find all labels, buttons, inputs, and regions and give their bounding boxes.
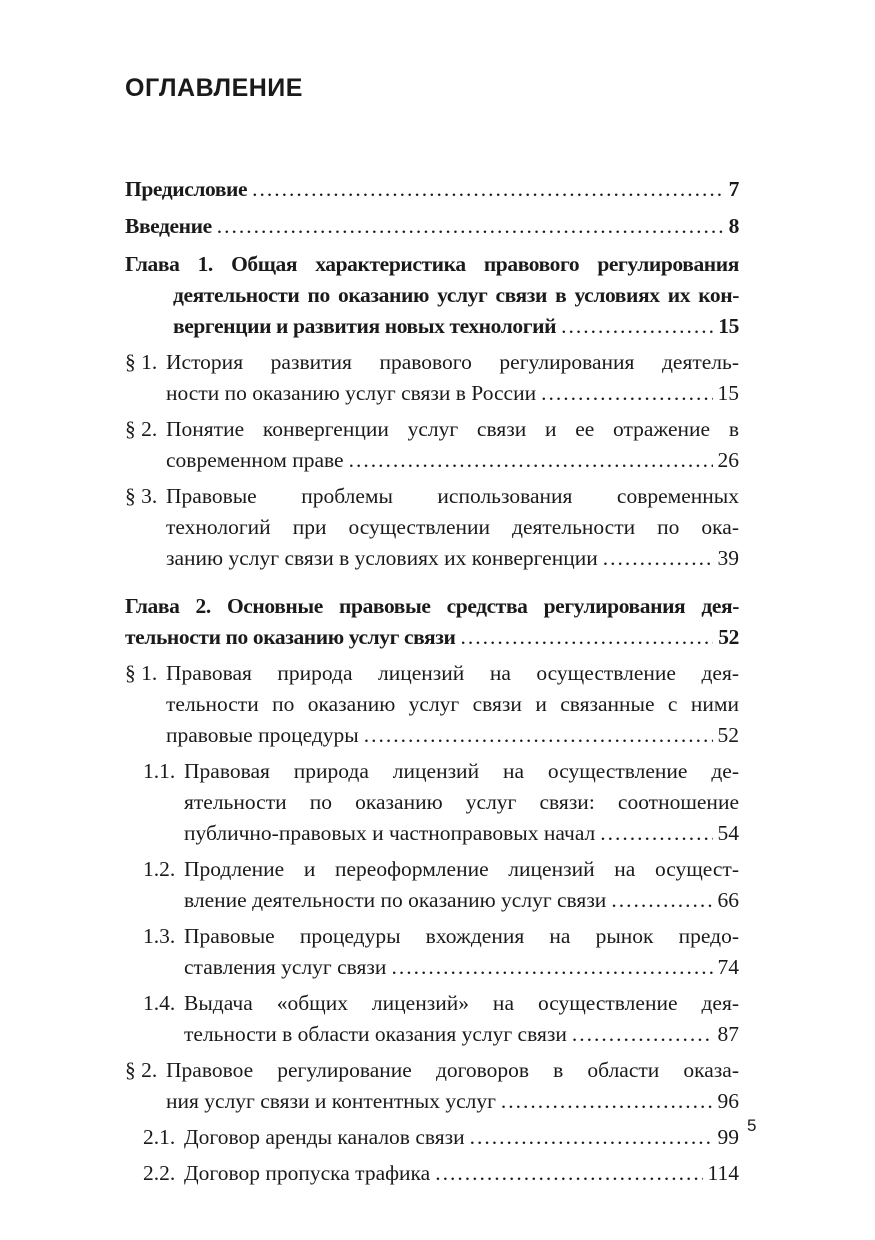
dot-leader	[349, 445, 713, 476]
toc-page-number: 99	[717, 1125, 739, 1149]
toc-entry-ch2-subsection-1-1[interactable]	[125, 756, 739, 849]
toc-entry-title-line: современном праве	[166, 448, 344, 472]
section-number: § 1.	[125, 350, 158, 374]
dot-leader	[252, 174, 723, 205]
toc-entry-title-line: деятельности по оказанию услуг связи в условиях их кон-	[173, 283, 739, 307]
dot-leader	[561, 311, 713, 342]
toc-page-number: 15	[717, 381, 739, 405]
toc-entry-ch2-subsection-2-1[interactable]	[125, 1122, 739, 1153]
toc-entry-title-line: Выдача «общих лицензий» на осуществление дея-	[184, 991, 739, 1015]
toc-entry-title-line: Основные правовые средства регулирования дея-	[226, 594, 739, 618]
toc-page-number: 52	[717, 723, 739, 747]
subsection-number: 2.1.	[143, 1125, 176, 1149]
toc-entry-introduction[interactable]	[125, 211, 739, 242]
toc-page-number: 74	[717, 955, 739, 979]
dot-leader	[217, 211, 724, 242]
dot-leader	[364, 720, 713, 751]
dot-leader	[461, 622, 714, 653]
toc-entry-title-line: Понятие конвергенции услуг связи и ее отражение в	[166, 417, 739, 441]
toc-entry-title-line: ния услуг связи и контентных услуг	[166, 1089, 496, 1113]
toc-entry-title-line: Правовые процедуры вхождения на рынок предо-	[184, 924, 739, 948]
toc-entry-ch2-subsection-1-4[interactable]	[125, 988, 739, 1050]
toc-title: ОГЛАВЛЕНИЕ	[125, 74, 303, 102]
toc-entry-chapter-1[interactable]	[125, 249, 739, 342]
subsection-number: 1.2.	[143, 857, 176, 881]
table-of-contents	[125, 174, 739, 1189]
toc-entry-title: Введение	[125, 214, 212, 238]
toc-entry-title-line: История развития правового регулирования деятель-	[166, 350, 739, 374]
toc-entry-title-line: публично-правовых и частноправовых начал	[184, 821, 596, 845]
toc-entry-ch1-section-3[interactable]	[125, 481, 739, 574]
page-number: 5	[747, 1116, 757, 1135]
toc-entry-title-line: Правовые проблемы использования современных	[166, 484, 739, 508]
section-number: § 2.	[125, 417, 158, 441]
toc-entry-title-line: тельности по оказанию услуг связи	[125, 625, 456, 649]
chapter-number: Глава 2.	[125, 594, 211, 618]
toc-entry-ch2-subsection-1-3[interactable]	[125, 921, 739, 983]
toc-entry-chapter-2[interactable]	[125, 591, 739, 653]
toc-entry-ch1-section-2[interactable]	[125, 414, 739, 476]
dot-leader	[603, 543, 713, 574]
toc-entry-title-line: вление деятельности по оказанию услуг связи	[184, 888, 607, 912]
toc-page-number: 54	[717, 821, 739, 845]
toc-entry-preface[interactable]	[125, 174, 739, 205]
toc-page-number: 39	[717, 546, 739, 570]
toc-entry-title-line: тельности в области оказания услуг связи	[184, 1022, 567, 1046]
toc-page-number: 87	[717, 1022, 739, 1046]
toc-entry-title-line: Правовая природа лицензий на осуществление де-	[184, 759, 739, 783]
section-number: § 1.	[125, 661, 158, 685]
dot-leader	[501, 1086, 713, 1117]
toc-entry-title-line: Продление и переоформление лицензий на осущест-	[184, 857, 739, 881]
subsection-number: 1.3.	[143, 924, 176, 948]
toc-page-number: 96	[717, 1089, 739, 1113]
section-number: § 2.	[125, 1058, 158, 1082]
toc-entry-title-line: Договор аренды каналов связи	[184, 1125, 465, 1149]
dot-leader	[470, 1122, 713, 1153]
dot-leader	[391, 952, 712, 983]
toc-page-number: 52	[718, 625, 739, 649]
dot-leader	[541, 378, 712, 409]
toc-entry-title-line: ставления услуг связи	[184, 955, 387, 979]
chapter-number: Глава 1.	[125, 252, 213, 276]
section-number: § 3.	[125, 484, 158, 508]
toc-entry-title-line: занию услуг связи в условиях их конвергенции	[166, 546, 598, 570]
subsection-number: 1.1.	[143, 759, 176, 783]
toc-page-number: 8	[728, 214, 739, 238]
toc-entry-title: Предисловие	[125, 177, 248, 201]
dot-leader	[611, 885, 712, 916]
toc-entry-ch1-section-1[interactable]	[125, 347, 739, 409]
toc-entry-title-line: технологий при осуществлении деятельности по ока-	[166, 515, 739, 539]
toc-entry-title-line: вергенции и развития новых технологий	[173, 314, 557, 338]
dot-leader	[435, 1158, 702, 1189]
toc-entry-ch2-subsection-2-2[interactable]	[125, 1158, 739, 1189]
subsection-number: 2.2.	[143, 1161, 176, 1185]
toc-page-number: 7	[728, 177, 739, 201]
toc-entry-title-line: Договор пропуска трафика	[184, 1161, 431, 1185]
toc-entry-title-line: Правовая природа лицензий на осуществление дея-	[166, 661, 739, 685]
dot-leader	[600, 818, 712, 849]
toc-entry-ch2-section-2[interactable]	[125, 1055, 739, 1117]
toc-entry-ch2-subsection-1-2[interactable]	[125, 854, 739, 916]
toc-page-number: 15	[718, 314, 739, 338]
toc-entry-title-line: правовые процедуры	[166, 723, 359, 747]
dot-leader	[572, 1019, 713, 1050]
toc-entry-title-line: Общая характеристика правового регулирования	[231, 252, 739, 276]
toc-page-number: 26	[717, 448, 739, 472]
toc-entry-title-line: ности по оказанию услуг связи в России	[166, 381, 537, 405]
toc-entry-title-line: ятельности по оказанию услуг связи: соотношение	[184, 790, 739, 814]
toc-entry-title-line: тельности по оказанию услуг связи и связанные с ними	[166, 692, 739, 716]
toc-page-number: 114	[707, 1161, 739, 1185]
toc-entry-title-line: Правовое регулирование договоров в области оказа-	[166, 1058, 739, 1082]
toc-page-number: 66	[717, 888, 739, 912]
subsection-number: 1.4.	[143, 991, 176, 1015]
toc-entry-ch2-section-1[interactable]	[125, 658, 739, 751]
